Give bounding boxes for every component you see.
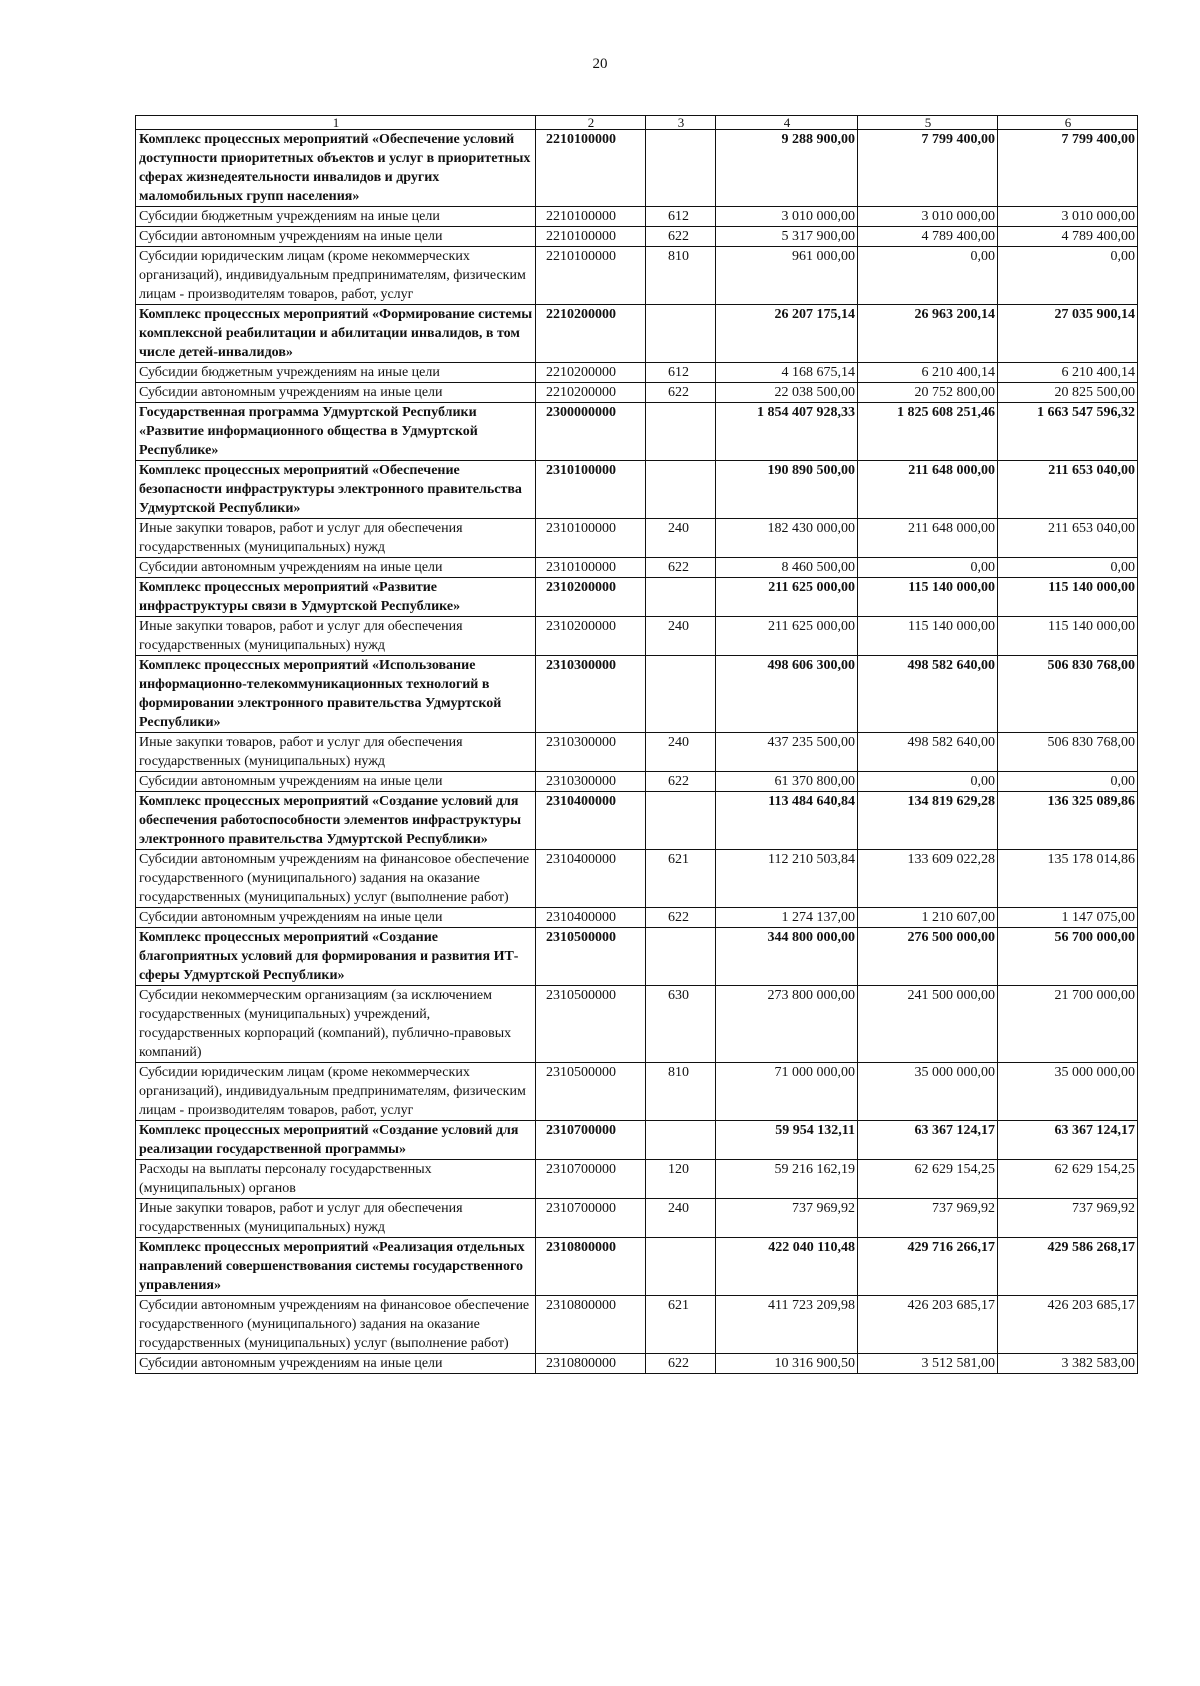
row-value-cell: 35 000 000,00 xyxy=(998,1063,1138,1121)
row-value-cell: 3 010 000,00 xyxy=(998,207,1138,227)
row-code-cell: 2310400000 xyxy=(536,850,646,908)
row-code-cell: 2310200000 xyxy=(536,578,646,617)
program-row xyxy=(136,928,1138,986)
column-number: 4 xyxy=(716,116,858,130)
row-value-cell: 133 609 022,28 xyxy=(858,850,998,908)
row-expense-type-cell xyxy=(646,578,716,617)
row-expense-type-cell: 621 xyxy=(646,850,716,908)
row-name-cell: Субсидии бюджетным учреждениям на иные цели xyxy=(136,207,536,227)
row-code-cell: 2310200000 xyxy=(536,617,646,656)
table-row xyxy=(136,383,1138,403)
row-name-cell: Иные закупки товаров, работ и услуг для обеспечения государственных (муниципальных) нужд xyxy=(136,733,536,772)
row-code-cell: 2210200000 xyxy=(536,363,646,383)
row-value-cell: 62 629 154,25 xyxy=(998,1160,1138,1199)
row-expense-type-cell: 810 xyxy=(646,247,716,305)
row-value-cell: 4 789 400,00 xyxy=(858,227,998,247)
row-value-cell: 429 586 268,17 xyxy=(998,1238,1138,1296)
table-row xyxy=(136,1296,1138,1354)
row-value-cell: 26 207 175,14 xyxy=(716,305,858,363)
row-value-cell: 71 000 000,00 xyxy=(716,1063,858,1121)
table-row xyxy=(136,363,1138,383)
row-name-cell: Иные закупки товаров, работ и услуг для обеспечения государственных (муниципальных) нужд xyxy=(136,519,536,558)
row-name-cell: Иные закупки товаров, работ и услуг для обеспечения государственных (муниципальных) нужд xyxy=(136,1199,536,1238)
row-expense-type-cell xyxy=(646,792,716,850)
row-value-cell: 737 969,92 xyxy=(716,1199,858,1238)
row-value-cell: 182 430 000,00 xyxy=(716,519,858,558)
table-row xyxy=(136,519,1138,558)
table-row xyxy=(136,1063,1138,1121)
row-code-cell: 2310700000 xyxy=(536,1121,646,1160)
row-name-cell: Субсидии бюджетным учреждениям на иные цели xyxy=(136,363,536,383)
row-value-cell: 3 512 581,00 xyxy=(858,1354,998,1374)
row-name-cell: Субсидии автономным учреждениям на финансовое обеспечение государственного (муниципального) задания на оказание государственных (муниципальных) услуг (выполнение работ) xyxy=(136,850,536,908)
table-row xyxy=(136,1199,1138,1238)
row-name-cell: Иные закупки товаров, работ и услуг для обеспечения государственных (муниципальных) нужд xyxy=(136,617,536,656)
row-value-cell: 6 210 400,14 xyxy=(858,363,998,383)
row-expense-type-cell: 622 xyxy=(646,908,716,928)
row-name-cell: Комплекс процессных мероприятий «Формирование системы комплексной реабилитации и абилитации инвалидов, в том числе детей-инвалидов» xyxy=(136,305,536,363)
row-expense-type-cell xyxy=(646,1121,716,1160)
row-value-cell: 26 963 200,14 xyxy=(858,305,998,363)
row-name-cell: Субсидии автономным учреждениям на иные цели xyxy=(136,383,536,403)
row-value-cell: 61 370 800,00 xyxy=(716,772,858,792)
row-value-cell: 115 140 000,00 xyxy=(998,617,1138,656)
row-value-cell: 498 582 640,00 xyxy=(858,733,998,772)
row-value-cell: 4 789 400,00 xyxy=(998,227,1138,247)
row-name-cell: Государственная программа Удмуртской Республики «Развитие информационного общества в Удмуртской Республике» xyxy=(136,403,536,461)
row-expense-type-cell: 240 xyxy=(646,617,716,656)
row-value-cell: 0,00 xyxy=(998,772,1138,792)
table-row xyxy=(136,733,1138,772)
row-value-cell: 1 274 137,00 xyxy=(716,908,858,928)
program-row xyxy=(136,1121,1138,1160)
row-value-cell: 426 203 685,17 xyxy=(858,1296,998,1354)
row-expense-type-cell: 240 xyxy=(646,733,716,772)
row-expense-type-cell: 622 xyxy=(646,558,716,578)
row-value-cell: 35 000 000,00 xyxy=(858,1063,998,1121)
row-code-cell: 2310300000 xyxy=(536,656,646,733)
row-code-cell: 2210200000 xyxy=(536,383,646,403)
row-expense-type-cell xyxy=(646,130,716,207)
row-expense-type-cell xyxy=(646,1238,716,1296)
row-value-cell: 429 716 266,17 xyxy=(858,1238,998,1296)
row-name-cell: Комплекс процессных мероприятий «Реализация отдельных направлений совершенствования системы государственного управления» xyxy=(136,1238,536,1296)
table-row xyxy=(136,207,1138,227)
row-value-cell: 8 460 500,00 xyxy=(716,558,858,578)
budget-table xyxy=(135,115,1138,1374)
row-value-cell: 0,00 xyxy=(998,558,1138,578)
program-row xyxy=(136,792,1138,850)
row-value-cell: 211 648 000,00 xyxy=(858,519,998,558)
column-number: 1 xyxy=(136,116,536,130)
row-code-cell: 2310100000 xyxy=(536,461,646,519)
row-value-cell: 0,00 xyxy=(858,772,998,792)
table-row xyxy=(136,772,1138,792)
row-value-cell: 135 178 014,86 xyxy=(998,850,1138,908)
row-expense-type-cell: 612 xyxy=(646,207,716,227)
column-number: 6 xyxy=(998,116,1138,130)
row-expense-type-cell: 622 xyxy=(646,772,716,792)
row-value-cell: 3 382 583,00 xyxy=(998,1354,1138,1374)
row-value-cell: 20 825 500,00 xyxy=(998,383,1138,403)
row-value-cell: 115 140 000,00 xyxy=(858,617,998,656)
row-value-cell: 63 367 124,17 xyxy=(998,1121,1138,1160)
row-value-cell: 112 210 503,84 xyxy=(716,850,858,908)
row-value-cell: 22 038 500,00 xyxy=(716,383,858,403)
row-value-cell: 3 010 000,00 xyxy=(716,207,858,227)
row-code-cell: 2310300000 xyxy=(536,772,646,792)
row-value-cell: 1 663 547 596,32 xyxy=(998,403,1138,461)
row-name-cell: Расходы на выплаты персоналу государственных (муниципальных) органов xyxy=(136,1160,536,1199)
page-number: 20 xyxy=(592,56,608,72)
row-code-cell: 2310700000 xyxy=(536,1199,646,1238)
column-number: 2 xyxy=(536,116,646,130)
row-code-cell: 2310800000 xyxy=(536,1354,646,1374)
row-value-cell: 1 147 075,00 xyxy=(998,908,1138,928)
row-value-cell: 115 140 000,00 xyxy=(998,578,1138,617)
table-row xyxy=(136,908,1138,928)
row-expense-type-cell: 810 xyxy=(646,1063,716,1121)
row-value-cell: 63 367 124,17 xyxy=(858,1121,998,1160)
row-value-cell: 276 500 000,00 xyxy=(858,928,998,986)
table-row xyxy=(136,1160,1138,1199)
program-row xyxy=(136,461,1138,519)
row-value-cell: 21 700 000,00 xyxy=(998,986,1138,1063)
row-name-cell: Субсидии автономным учреждениям на иные цели xyxy=(136,227,536,247)
row-code-cell: 2310800000 xyxy=(536,1296,646,1354)
row-value-cell: 4 168 675,14 xyxy=(716,363,858,383)
table-row xyxy=(136,227,1138,247)
row-code-cell: 2310100000 xyxy=(536,558,646,578)
row-value-cell: 1 210 607,00 xyxy=(858,908,998,928)
row-value-cell: 211 653 040,00 xyxy=(998,519,1138,558)
table-row xyxy=(136,247,1138,305)
table-row xyxy=(136,986,1138,1063)
row-expense-type-cell: 240 xyxy=(646,1199,716,1238)
row-name-cell: Комплекс процессных мероприятий «Создание условий для реализации государственной программы» xyxy=(136,1121,536,1160)
row-value-cell: 506 830 768,00 xyxy=(998,733,1138,772)
row-name-cell: Комплекс процессных мероприятий «Обеспечение безопасности инфраструктуры электронного правительства Удмуртской Республики» xyxy=(136,461,536,519)
table-row xyxy=(136,1354,1138,1374)
column-number: 5 xyxy=(858,116,998,130)
row-value-cell: 7 799 400,00 xyxy=(858,130,998,207)
program-row xyxy=(136,403,1138,461)
row-expense-type-cell: 622 xyxy=(646,383,716,403)
row-name-cell: Субсидии юридическим лицам (кроме некоммерческих организаций), индивидуальным предпринимателям, физическим лицам - производителям товаров, работ, услуг xyxy=(136,247,536,305)
row-expense-type-cell xyxy=(646,461,716,519)
row-value-cell: 115 140 000,00 xyxy=(858,578,998,617)
row-code-cell: 2210100000 xyxy=(536,227,646,247)
row-name-cell: Субсидии автономным учреждениям на финансовое обеспечение государственного (муниципального) задания на оказание государственных (муниципальных) услуг (выполнение работ) xyxy=(136,1296,536,1354)
row-value-cell: 190 890 500,00 xyxy=(716,461,858,519)
row-name-cell: Комплекс процессных мероприятий «Развитие инфраструктуры связи в Удмуртской Республике» xyxy=(136,578,536,617)
program-row xyxy=(136,578,1138,617)
row-code-cell: 2310500000 xyxy=(536,1063,646,1121)
column-number: 3 xyxy=(646,116,716,130)
row-code-cell: 2300000000 xyxy=(536,403,646,461)
column-number-row xyxy=(136,116,1138,130)
row-value-cell: 3 010 000,00 xyxy=(858,207,998,227)
row-value-cell: 961 000,00 xyxy=(716,247,858,305)
row-value-cell: 27 035 900,14 xyxy=(998,305,1138,363)
row-value-cell: 113 484 640,84 xyxy=(716,792,858,850)
row-code-cell: 2210100000 xyxy=(536,130,646,207)
row-value-cell: 506 830 768,00 xyxy=(998,656,1138,733)
row-name-cell: Субсидии некоммерческим организациям (за исключением государственных (муниципальных) учреждений, государственных корпораций (компаний), публично-правовых компаний) xyxy=(136,986,536,1063)
row-code-cell: 2310300000 xyxy=(536,733,646,772)
row-expense-type-cell: 621 xyxy=(646,1296,716,1354)
row-value-cell: 241 500 000,00 xyxy=(858,986,998,1063)
row-value-cell: 7 799 400,00 xyxy=(998,130,1138,207)
row-expense-type-cell: 612 xyxy=(646,363,716,383)
program-row xyxy=(136,305,1138,363)
row-name-cell: Комплекс процессных мероприятий «Использование информационно-телекоммуникационных технологий в формировании электронного правительства Удмуртской Республики» xyxy=(136,656,536,733)
row-value-cell: 56 700 000,00 xyxy=(998,928,1138,986)
row-code-cell: 2210100000 xyxy=(536,207,646,227)
row-value-cell: 59 954 132,11 xyxy=(716,1121,858,1160)
row-value-cell: 737 969,92 xyxy=(998,1199,1138,1238)
row-value-cell: 0,00 xyxy=(998,247,1138,305)
row-value-cell: 20 752 800,00 xyxy=(858,383,998,403)
row-name-cell: Комплекс процессных мероприятий «Создание благоприятных условий для формирования и развития ИТ-сферы Удмуртской Республики» xyxy=(136,928,536,986)
row-value-cell: 5 317 900,00 xyxy=(716,227,858,247)
row-expense-type-cell: 240 xyxy=(646,519,716,558)
row-code-cell: 2310400000 xyxy=(536,792,646,850)
row-code-cell: 2310800000 xyxy=(536,1238,646,1296)
row-value-cell: 211 653 040,00 xyxy=(998,461,1138,519)
row-value-cell: 344 800 000,00 xyxy=(716,928,858,986)
row-name-cell: Субсидии автономным учреждениям на иные цели xyxy=(136,908,536,928)
row-value-cell: 437 235 500,00 xyxy=(716,733,858,772)
row-value-cell: 273 800 000,00 xyxy=(716,986,858,1063)
row-value-cell: 498 606 300,00 xyxy=(716,656,858,733)
row-value-cell: 59 216 162,19 xyxy=(716,1160,858,1199)
row-code-cell: 2310500000 xyxy=(536,928,646,986)
table-row xyxy=(136,617,1138,656)
row-expense-type-cell xyxy=(646,928,716,986)
row-value-cell: 411 723 209,98 xyxy=(716,1296,858,1354)
table-row xyxy=(136,558,1138,578)
row-value-cell: 1 825 608 251,46 xyxy=(858,403,998,461)
row-name-cell: Субсидии автономным учреждениям на иные цели xyxy=(136,772,536,792)
row-name-cell: Комплекс процессных мероприятий «Создание условий для обеспечения работоспособности элементов инфраструктуры электронного правительства Удмуртской Республики» xyxy=(136,792,536,850)
row-value-cell: 737 969,92 xyxy=(858,1199,998,1238)
row-value-cell: 62 629 154,25 xyxy=(858,1160,998,1199)
table-row xyxy=(136,850,1138,908)
row-code-cell: 2310500000 xyxy=(536,986,646,1063)
row-name-cell: Субсидии автономным учреждениям на иные цели xyxy=(136,1354,536,1374)
row-name-cell: Комплекс процессных мероприятий «Обеспечение условий доступности приоритетных объектов и услуг в приоритетных сферах жизнедеятельности инвалидов и других маломобильных групп населения» xyxy=(136,130,536,207)
row-value-cell: 10 316 900,50 xyxy=(716,1354,858,1374)
row-code-cell: 2310700000 xyxy=(536,1160,646,1199)
budget-table-body xyxy=(136,116,1138,1374)
row-name-cell: Субсидии юридическим лицам (кроме некоммерческих организаций), индивидуальным предпринимателям, физическим лицам - производителям товаров, работ, услуг xyxy=(136,1063,536,1121)
row-expense-type-cell: 120 xyxy=(646,1160,716,1199)
row-value-cell: 211 625 000,00 xyxy=(716,578,858,617)
program-row xyxy=(136,1238,1138,1296)
row-value-cell: 136 325 089,86 xyxy=(998,792,1138,850)
row-code-cell: 2310100000 xyxy=(536,519,646,558)
row-value-cell: 1 854 407 928,33 xyxy=(716,403,858,461)
row-value-cell: 426 203 685,17 xyxy=(998,1296,1138,1354)
row-name-cell: Субсидии автономным учреждениям на иные цели xyxy=(136,558,536,578)
row-expense-type-cell: 622 xyxy=(646,1354,716,1374)
row-expense-type-cell: 630 xyxy=(646,986,716,1063)
row-value-cell: 0,00 xyxy=(858,558,998,578)
row-value-cell: 0,00 xyxy=(858,247,998,305)
row-expense-type-cell xyxy=(646,656,716,733)
row-expense-type-cell xyxy=(646,305,716,363)
row-value-cell: 6 210 400,14 xyxy=(998,363,1138,383)
row-value-cell: 134 819 629,28 xyxy=(858,792,998,850)
row-value-cell: 422 040 110,48 xyxy=(716,1238,858,1296)
row-code-cell: 2210200000 xyxy=(536,305,646,363)
row-expense-type-cell: 622 xyxy=(646,227,716,247)
row-expense-type-cell xyxy=(646,403,716,461)
row-code-cell: 2310400000 xyxy=(536,908,646,928)
program-row xyxy=(136,130,1138,207)
row-value-cell: 211 625 000,00 xyxy=(716,617,858,656)
row-code-cell: 2210100000 xyxy=(536,247,646,305)
row-value-cell: 211 648 000,00 xyxy=(858,461,998,519)
program-row xyxy=(136,656,1138,733)
row-value-cell: 498 582 640,00 xyxy=(858,656,998,733)
row-value-cell: 9 288 900,00 xyxy=(716,130,858,207)
